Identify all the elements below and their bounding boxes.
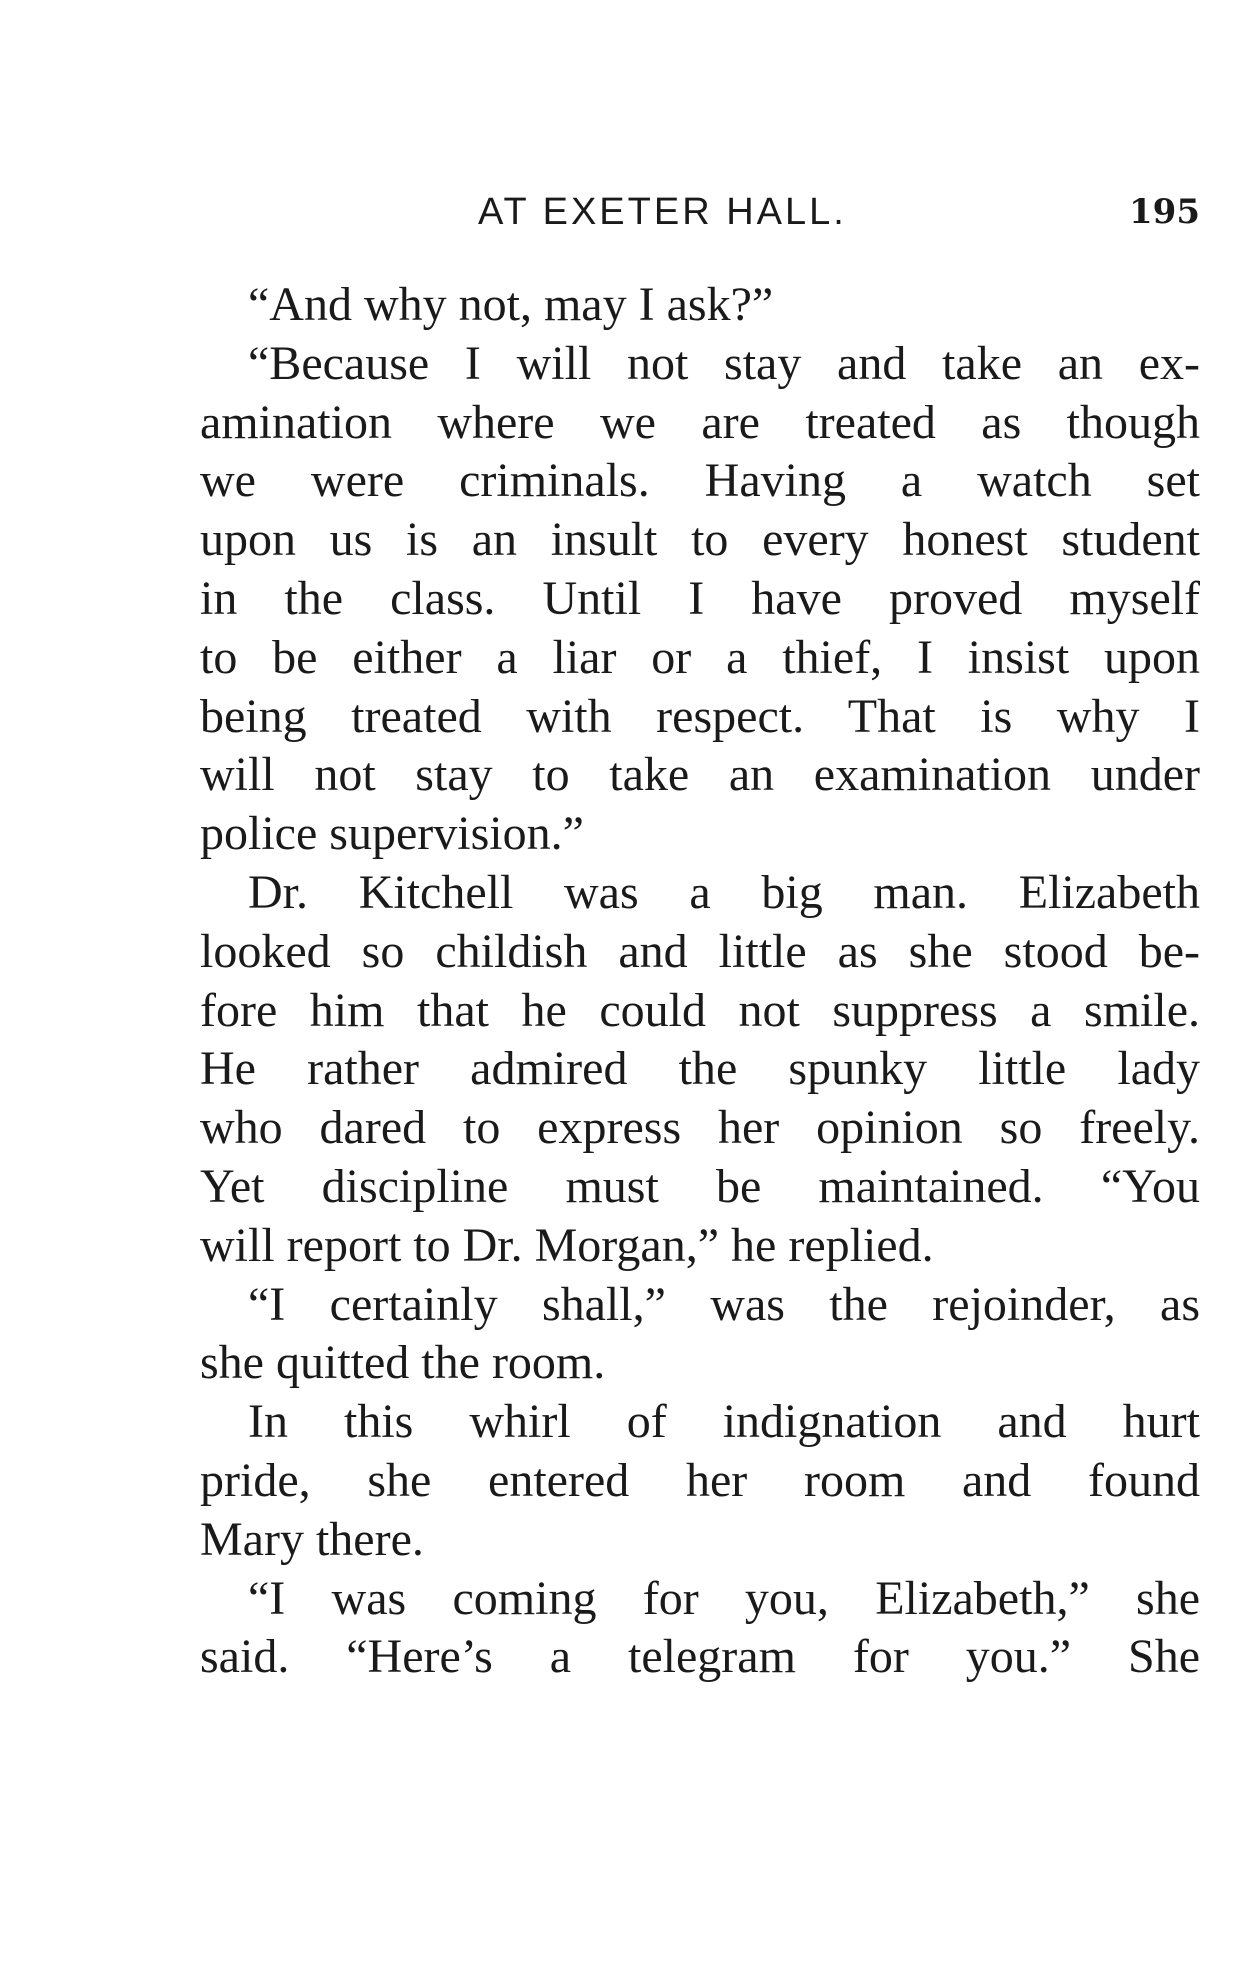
text-line: police supervision.” (200, 807, 584, 861)
text-line: she quitted the room. (200, 1336, 606, 1390)
text-line: In this whirl of indignation and hurt (248, 1395, 1200, 1449)
running-header (200, 182, 1200, 242)
paragraph (200, 335, 1200, 864)
text-line: will not stay to take an examination under (200, 748, 1200, 802)
text-line: He rather admired the spunky little lady (200, 1042, 1200, 1096)
paragraph (200, 864, 1200, 1276)
body-text (200, 276, 1200, 1687)
text-line: in the class. Until I have proved myself (200, 571, 1200, 625)
text-line: “Because I will not stay and take an ex- (248, 336, 1200, 390)
text-line: being treated with respect. That is why I (200, 689, 1200, 743)
text-line: said. “Here’s a telegram for you.” She (200, 1630, 1200, 1684)
page-number: 195 (1129, 192, 1200, 232)
text-line: Yet discipline must be maintained. “You (200, 1159, 1200, 1213)
text-line: Mary there. (200, 1512, 424, 1566)
text-line: pride, she entered her room and found (200, 1453, 1200, 1507)
paragraph (200, 276, 1200, 335)
paragraph (200, 1276, 1200, 1394)
text-line: will report to Dr. Morgan,” he replied. (200, 1218, 934, 1272)
text-line: Dr. Kitchell was a big man. Elizabeth (248, 865, 1200, 919)
text-line: to be either a liar or a thief, I insist upon (200, 630, 1200, 684)
paragraph (200, 1570, 1200, 1688)
text-line: “I certainly shall,” was the rejoinder, as (248, 1277, 1200, 1331)
text-line: “And why not, may I ask?” (248, 278, 774, 331)
running-title: AT EXETER HALL. (478, 191, 847, 233)
text-line: fore him that he could not suppress a smile. (200, 983, 1200, 1037)
text-line: who dared to express her opinion so freely. (200, 1101, 1200, 1155)
paragraph (200, 1393, 1200, 1569)
text-line: looked so childish and little as she stood be- (200, 924, 1200, 978)
text-line: “I was coming for you, Elizabeth,” she (248, 1571, 1200, 1625)
text-line: amination where we are treated as though (200, 395, 1200, 449)
text-line: we were criminals. Having a watch set (200, 454, 1200, 508)
text-line: upon us is an insult to every honest student (200, 513, 1200, 567)
